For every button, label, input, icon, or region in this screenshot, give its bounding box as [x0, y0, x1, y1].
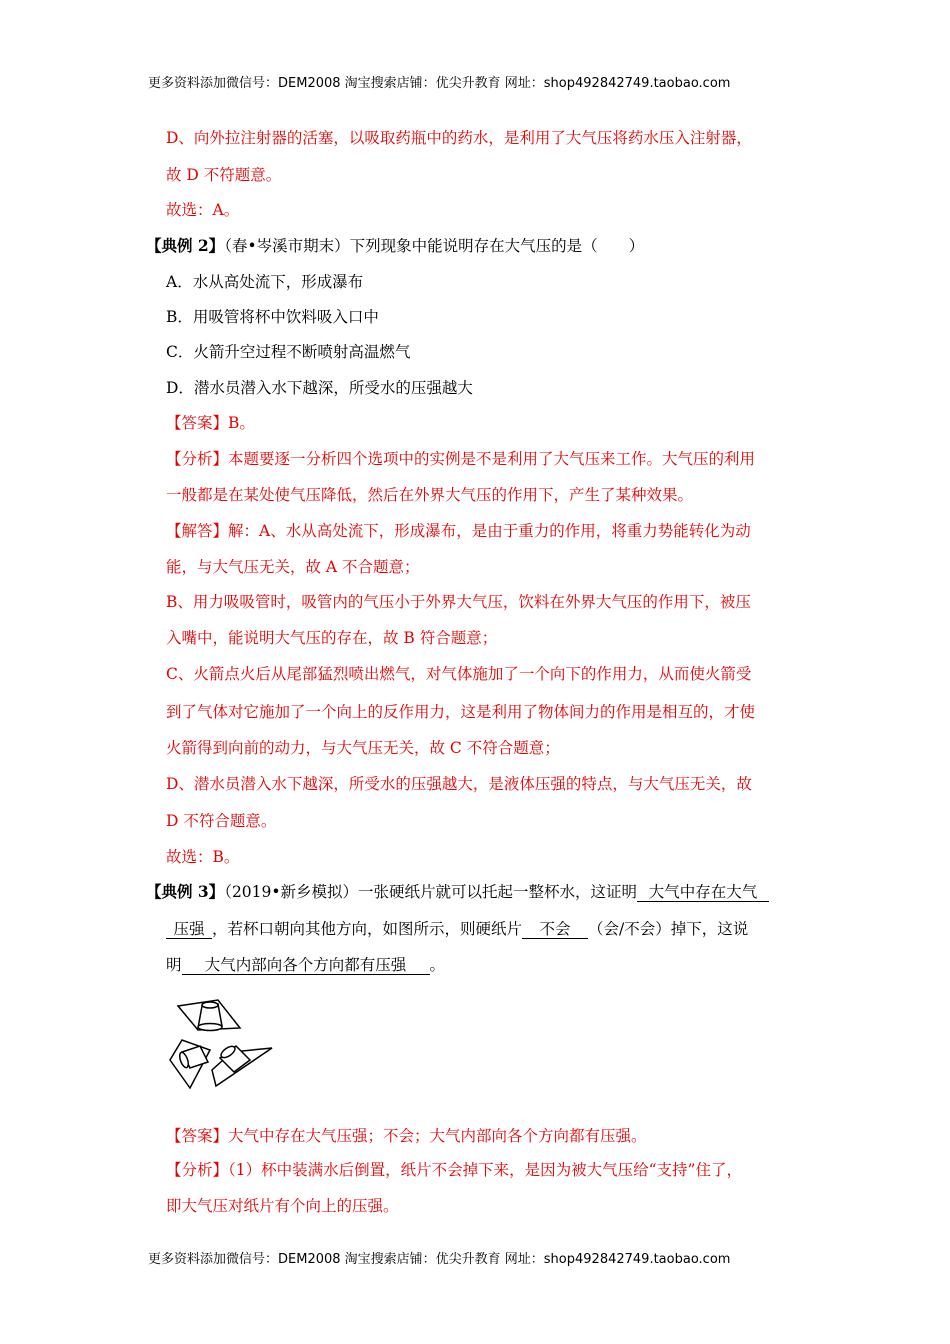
- example3-tag: 【典例 3】: [146, 882, 225, 901]
- example2-option-c: C．火箭升空过程不断喷射高温燃气: [166, 343, 411, 361]
- example3-question-ming: 明: [166, 956, 182, 974]
- cup-top-base: [198, 1024, 222, 1031]
- example3-analysis-line1: 【分析】（1）杯中装满水后倒置，纸片不会掉下来，是因为被大气压给“支持”住了，: [166, 1161, 742, 1179]
- example2-solution-b-line2: 入嘴中，能说明大气压的存在，故 B 符合题意；: [166, 629, 498, 647]
- example2-solution-c-line2: 到了气体对它施加了一个向上的反作用力，这是利用了物体间力的作用是相互的，才使: [166, 703, 756, 721]
- example3-question-line1: [146, 882, 769, 902]
- example2-solution-a-line2: 能，与大气压无关，故 A 不合题意；: [166, 558, 420, 576]
- example3-answer: 【答案】大气中存在大气压强；不会；大气内部向各个方向都有压强。: [166, 1127, 647, 1145]
- example2-solution-d-line1: D、潜水员潜入水下越深，所受水的压强越大，是液体压强的特点，与大气压无关，故: [166, 775, 752, 793]
- prev-option-d-line1: D、向外拉注射器的活塞，以吸取药瓶中的药水，是利用了大气压将药水压入注射器，: [166, 129, 752, 147]
- example3-analysis-line2: 即大气压对纸片有个向上的压强。: [166, 1197, 399, 1215]
- example2-solution-d-line2: D 不符合题意。: [166, 812, 277, 830]
- example2-option-a: A．水从高处流下，形成瀑布: [166, 273, 364, 291]
- example2-option-b: B．用吸管将杯中饮料吸入口中: [166, 308, 379, 326]
- example3-question-line3: [166, 955, 445, 975]
- example2-option-d: D．潜水员潜入水下越深，所受水的压强越大: [166, 379, 473, 397]
- example3-question-pre: （2019•新乡模拟）一张硬纸片就可以托起一整杯水，这证明: [224, 883, 638, 901]
- example2-solution-b-line1: B、用力吸吸管时，吸管内的气压小于外界大气压，饮料在外界大气压的作用下，被压: [166, 593, 751, 611]
- example2-solution-a-line1: 【解答】解：A、水从高处流下，形成瀑布，是由于重力的作用，将重力势能转化为动: [166, 522, 751, 540]
- example2-tag: 【典例 2】: [146, 236, 225, 255]
- example2-analysis-line2: 一般都是在某处使气压降低，然后在外界大气压的作用下，产生了某种效果。: [166, 486, 694, 504]
- example3-blank2: 不会: [522, 920, 588, 939]
- example2-solution-c-line1: C、火箭点火后从尾部猛烈喷出燃气，对气体施加了一个向下的作用力，从而使火箭受: [166, 665, 752, 683]
- example3-blank3: 大气内部向各个方向都有压强: [182, 956, 430, 975]
- example2-question-text: （春•岑溪市期末）下列现象中能说明存在大气压的是（ ）: [224, 237, 645, 255]
- example3-blank1-part1: 大气中存在大气: [637, 883, 769, 902]
- example3-blank1-part2: 压强: [166, 920, 212, 939]
- prev-choice: 故选：A。: [166, 201, 240, 219]
- page-header: 更多资料添加微信号：DEM2008 淘宝搜索店铺：优尖升教育 网址：shop492842749.taobao.com: [148, 76, 731, 91]
- example2-choice: 故选：B。: [166, 848, 240, 866]
- cup-top-rim: [202, 1002, 218, 1008]
- cups-figure: [160, 990, 280, 1090]
- example3-question-line2: [166, 919, 748, 939]
- example2-question: [146, 236, 644, 256]
- prev-option-d-line2: 故 D 不符题意。: [166, 166, 282, 184]
- example3-question-end: 。: [429, 956, 446, 974]
- example2-answer: 【答案】B。: [166, 414, 255, 432]
- example2-analysis-line1: 【分析】本题要逐一分析四个选项中的实例是不是利用了大气压来工作。大气压的利用: [166, 450, 756, 468]
- example3-question-mid: ，若杯口朝向其他方向，如图所示，则硬纸片: [212, 920, 523, 938]
- example3-question-mid2: （会/不会）掉下，这说: [588, 920, 749, 938]
- page-footer: 更多资料添加微信号：DEM2008 淘宝搜索店铺：优尖升教育 网址：shop492842749.taobao.com: [148, 1252, 731, 1267]
- example2-solution-c-line3: 火箭得到向前的动力，与大气压无关，故 C 不符合题意；: [166, 739, 560, 757]
